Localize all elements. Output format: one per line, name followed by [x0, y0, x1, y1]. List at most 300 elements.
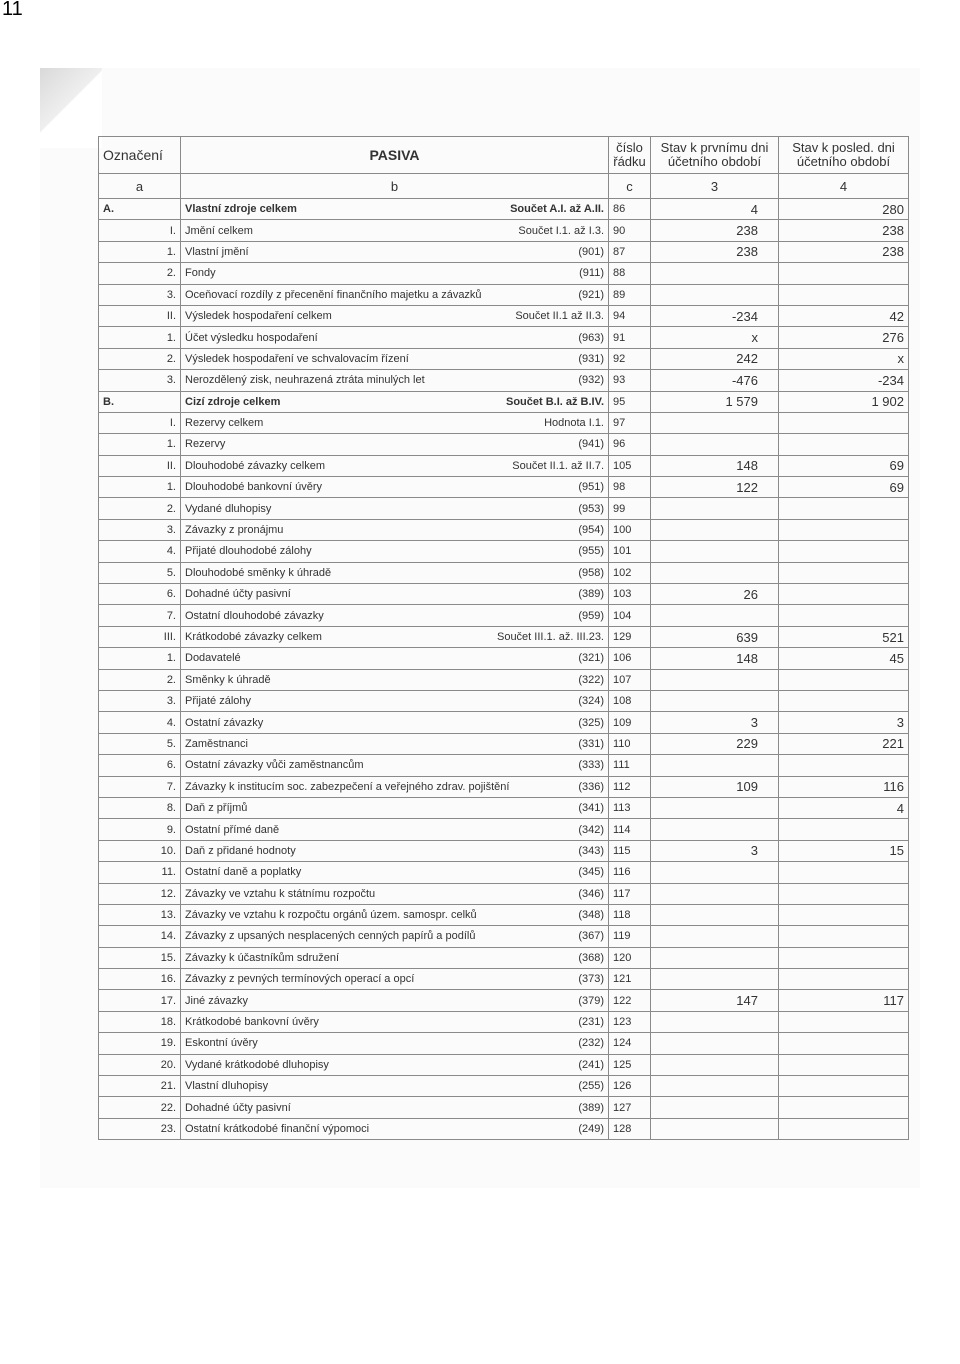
- value-first-day: [651, 263, 779, 284]
- row-description: [181, 477, 609, 498]
- row-description: [181, 1118, 609, 1139]
- row-label: Krátkodobé bankovní úvěry: [185, 1016, 319, 1029]
- row-label: Jmění celkem: [185, 224, 253, 237]
- row-mark: 1.: [99, 434, 181, 455]
- row-label: Výsledek hospodaření celkem: [185, 310, 332, 323]
- row-reference: (341): [578, 802, 604, 815]
- row-label: Ostatní závazky vůči zaměstnancům: [185, 759, 364, 772]
- row-number: 105: [609, 455, 651, 476]
- row-reference: (954): [578, 524, 604, 537]
- table-row: [99, 584, 909, 605]
- row-reference: (959): [578, 609, 604, 622]
- value-first-day: [651, 541, 779, 562]
- row-description: [181, 412, 609, 433]
- subheader-a: a: [99, 174, 181, 199]
- row-description: [181, 904, 609, 925]
- value-first-day: [651, 947, 779, 968]
- row-description: [181, 519, 609, 540]
- row-label: Rezervy: [185, 438, 226, 451]
- row-mark: 2.: [99, 263, 181, 284]
- row-label: Závazky k účastníkům sdružení: [185, 951, 340, 964]
- row-number: 86: [609, 199, 651, 220]
- row-label: Vydané dluhopisy: [185, 502, 272, 515]
- subheader-row: [99, 174, 909, 199]
- value-last-day: [779, 690, 909, 711]
- row-reference: (324): [578, 695, 604, 708]
- header-row: [99, 137, 909, 174]
- value-first-day: 3: [651, 712, 779, 733]
- row-description: [181, 969, 609, 990]
- row-description: [181, 305, 609, 326]
- row-description: [181, 990, 609, 1011]
- row-mark: 7.: [99, 776, 181, 797]
- row-number: 87: [609, 241, 651, 262]
- row-description: [181, 669, 609, 690]
- row-label: Přijaté dlouhodobé zálohy: [185, 545, 312, 558]
- row-mark: 10.: [99, 840, 181, 861]
- table-row: [99, 1118, 909, 1139]
- row-label: Nerozdělený zisk, neuhrazená ztráta minulých let: [185, 374, 425, 387]
- row-reference: (331): [578, 737, 604, 750]
- row-number: 124: [609, 1033, 651, 1054]
- row-label: Ostatní daně a poplatky: [185, 866, 302, 879]
- value-first-day: [651, 412, 779, 433]
- row-mark: 5.: [99, 562, 181, 583]
- row-reference: (921): [578, 288, 604, 301]
- row-number: 99: [609, 498, 651, 519]
- row-number: 109: [609, 712, 651, 733]
- row-description: [181, 199, 609, 220]
- row-reference: (953): [578, 502, 604, 515]
- row-description: [181, 626, 609, 647]
- row-label: Daň z příjmů: [185, 802, 248, 815]
- table-row: [99, 1076, 909, 1097]
- row-reference: (389): [578, 588, 604, 601]
- row-label: Ostatní krátkodobé finanční výpomoci: [185, 1122, 370, 1135]
- row-mark: 15.: [99, 947, 181, 968]
- row-label: Zaměstnanci: [185, 737, 248, 750]
- value-last-day: 45: [779, 648, 909, 669]
- table-row: [99, 648, 909, 669]
- table-row: [99, 327, 909, 348]
- row-number: 100: [609, 519, 651, 540]
- value-first-day: -234: [651, 305, 779, 326]
- value-last-day: [779, 263, 909, 284]
- row-mark: A.: [99, 199, 181, 220]
- value-last-day: 69: [779, 477, 909, 498]
- table-row: [99, 220, 909, 241]
- row-label: Vydané krátkodobé dluhopisy: [185, 1058, 329, 1071]
- row-label: Závazky ve vztahu k státnímu rozpočtu: [185, 887, 376, 900]
- value-first-day: [651, 797, 779, 818]
- row-number: 102: [609, 562, 651, 583]
- value-first-day: 147: [651, 990, 779, 1011]
- row-description: [181, 1076, 609, 1097]
- header-stav-prvni: Stav k prvnímu dni účetního období: [651, 137, 779, 174]
- row-mark: 6.: [99, 755, 181, 776]
- row-reference: Hodnota I.1.: [544, 417, 604, 430]
- value-last-day: 116: [779, 776, 909, 797]
- row-description: [181, 348, 609, 369]
- row-mark: 3.: [99, 519, 181, 540]
- value-first-day: 1 579: [651, 391, 779, 412]
- row-reference: (367): [578, 930, 604, 943]
- value-first-day: 4: [651, 199, 779, 220]
- table-row: [99, 904, 909, 925]
- row-description: [181, 562, 609, 583]
- row-label: Cizí zdroje celkem: [185, 395, 281, 408]
- row-number: 89: [609, 284, 651, 305]
- value-first-day: 242: [651, 348, 779, 369]
- row-number: 90: [609, 220, 651, 241]
- value-first-day: -476: [651, 370, 779, 391]
- row-reference: (373): [578, 973, 604, 986]
- value-first-day: [651, 1076, 779, 1097]
- row-number: 108: [609, 690, 651, 711]
- row-mark: 4.: [99, 712, 181, 733]
- table-row: [99, 862, 909, 883]
- row-number: 129: [609, 626, 651, 647]
- subheader-b: b: [181, 174, 609, 199]
- row-reference: (901): [578, 245, 604, 258]
- table-row: [99, 883, 909, 904]
- row-reference: (963): [578, 331, 604, 344]
- row-number: 125: [609, 1054, 651, 1075]
- row-reference: (336): [578, 780, 604, 793]
- row-description: [181, 584, 609, 605]
- row-description: [181, 776, 609, 797]
- row-label: Výsledek hospodaření ve schvalovacím řízení: [185, 352, 409, 365]
- row-label: Závazky z pevných termínových operací a opcí: [185, 973, 415, 986]
- row-number: 92: [609, 348, 651, 369]
- subheader-4: 4: [779, 174, 909, 199]
- row-mark: 12.: [99, 883, 181, 904]
- value-first-day: [651, 284, 779, 305]
- row-reference: (951): [578, 481, 604, 494]
- value-last-day: [779, 1033, 909, 1054]
- table-row: [99, 926, 909, 947]
- value-last-day: [779, 883, 909, 904]
- row-number: 113: [609, 797, 651, 818]
- row-number: 119: [609, 926, 651, 947]
- row-reference: (941): [578, 438, 604, 451]
- row-mark: 8.: [99, 797, 181, 818]
- header-cislo-radku: číslo řádku: [609, 137, 651, 174]
- subheader-c: c: [609, 174, 651, 199]
- row-label: Vlastní zdroje celkem: [185, 203, 297, 216]
- row-reference: (345): [578, 866, 604, 879]
- table-row: [99, 605, 909, 626]
- row-label: Dodavatelé: [185, 652, 241, 665]
- table-row: [99, 541, 909, 562]
- row-label: Krátkodobé závazky celkem: [185, 631, 322, 643]
- value-first-day: 122: [651, 477, 779, 498]
- table-row: [99, 348, 909, 369]
- row-label: Závazky k institucím soc. zabezpečení a veřejného zdrav. pojištění: [185, 780, 510, 793]
- value-first-day: [651, 1054, 779, 1075]
- value-last-day: 4: [779, 797, 909, 818]
- row-reference: (955): [578, 545, 604, 558]
- row-number: 114: [609, 819, 651, 840]
- row-number: 97: [609, 412, 651, 433]
- value-last-day: 238: [779, 241, 909, 262]
- value-first-day: [651, 755, 779, 776]
- row-description: [181, 241, 609, 262]
- row-number: 116: [609, 862, 651, 883]
- row-number: 127: [609, 1097, 651, 1118]
- row-mark: 2.: [99, 498, 181, 519]
- table-row: [99, 434, 909, 455]
- row-description: [181, 797, 609, 818]
- row-label: Přijaté zálohy: [185, 695, 252, 708]
- row-number: 111: [609, 755, 651, 776]
- table-row: [99, 733, 909, 754]
- row-number: 96: [609, 434, 651, 455]
- row-mark: 3.: [99, 370, 181, 391]
- value-last-day: [779, 1118, 909, 1139]
- row-description: [181, 733, 609, 754]
- value-first-day: 238: [651, 241, 779, 262]
- row-mark: 1.: [99, 648, 181, 669]
- row-description: [181, 284, 609, 305]
- value-first-day: [651, 434, 779, 455]
- table-row: [99, 969, 909, 990]
- row-reference: (241): [578, 1058, 604, 1071]
- value-first-day: [651, 562, 779, 583]
- row-number: 91: [609, 327, 651, 348]
- row-mark: 7.: [99, 605, 181, 626]
- value-first-day: [651, 904, 779, 925]
- value-first-day: [651, 819, 779, 840]
- row-description: [181, 220, 609, 241]
- row-label: Závazky ve vztahu k rozpočtu orgánů územ. samospr. celků: [185, 909, 477, 922]
- row-label: Rezervy celkem: [185, 417, 264, 430]
- value-last-day: 3: [779, 712, 909, 733]
- row-mark: II.: [99, 305, 181, 326]
- row-label: Závazky z upsaných nesplacených cenných papírů a podílů: [185, 930, 476, 943]
- row-description: [181, 541, 609, 562]
- table-row: [99, 669, 909, 690]
- row-reference: Součet I.1. až I.3.: [518, 224, 604, 237]
- row-reference: (348): [578, 909, 604, 922]
- row-description: [181, 840, 609, 861]
- row-number: 123: [609, 1011, 651, 1032]
- row-label: Dlouhodobé závazky celkem: [185, 459, 326, 472]
- table-row: [99, 1097, 909, 1118]
- row-mark: 16.: [99, 969, 181, 990]
- table-row: [99, 776, 909, 797]
- row-mark: B.: [99, 391, 181, 412]
- value-last-day: [779, 562, 909, 583]
- value-first-day: 26: [651, 584, 779, 605]
- row-mark: 6.: [99, 584, 181, 605]
- row-reference: (932): [578, 374, 604, 387]
- row-reference: (911): [579, 267, 604, 280]
- table-row: [99, 455, 909, 476]
- row-label: Vlastní dluhopisy: [185, 1080, 269, 1093]
- row-description: [181, 391, 609, 412]
- table-row: [99, 199, 909, 220]
- value-last-day: -234: [779, 370, 909, 391]
- row-number: 128: [609, 1118, 651, 1139]
- row-reference: (368): [578, 951, 604, 964]
- row-description: [181, 1097, 609, 1118]
- value-last-day: 42: [779, 305, 909, 326]
- table-row: [99, 241, 909, 262]
- row-number: 94: [609, 305, 651, 326]
- row-reference: Součet II.1. až II.7.: [512, 459, 604, 472]
- row-description: [181, 1033, 609, 1054]
- row-mark: 19.: [99, 1033, 181, 1054]
- row-number: 107: [609, 669, 651, 690]
- row-number: 95: [609, 391, 651, 412]
- value-first-day: [651, 690, 779, 711]
- row-description: [181, 712, 609, 733]
- row-description: [181, 690, 609, 711]
- value-last-day: [779, 284, 909, 305]
- table-row: [99, 1033, 909, 1054]
- row-reference: (325): [578, 716, 604, 729]
- row-number: 104: [609, 605, 651, 626]
- row-mark: 20.: [99, 1054, 181, 1075]
- row-reference: Součet III.1. až. III.23.: [496, 631, 604, 643]
- table-row: [99, 947, 909, 968]
- value-last-day: [779, 862, 909, 883]
- value-first-day: [651, 1011, 779, 1032]
- row-label: Závazky z pronájmu: [185, 524, 284, 537]
- value-first-day: [651, 862, 779, 883]
- row-reference: (342): [578, 823, 604, 836]
- row-number: 93: [609, 370, 651, 391]
- row-mark: 5.: [99, 733, 181, 754]
- value-first-day: [651, 1097, 779, 1118]
- row-reference: (232): [578, 1037, 604, 1050]
- header-stav-posled: Stav k posled. dni účetního období: [779, 137, 909, 174]
- row-reference: (343): [578, 844, 604, 857]
- row-description: [181, 605, 609, 626]
- row-label: Eskontní úvěry: [185, 1037, 258, 1050]
- table-row: [99, 562, 909, 583]
- row-number: 106: [609, 648, 651, 669]
- row-mark: 1.: [99, 241, 181, 262]
- row-description: [181, 883, 609, 904]
- value-last-day: [779, 434, 909, 455]
- row-reference: (931): [578, 352, 604, 365]
- row-mark: 9.: [99, 819, 181, 840]
- value-first-day: [651, 519, 779, 540]
- row-reference: (346): [578, 887, 604, 900]
- row-description: [181, 327, 609, 348]
- row-label: Dohadné účty pasivní: [185, 1101, 291, 1114]
- row-label: Oceňovací rozdíly z přecenění finančního majetku a závazků: [185, 288, 482, 301]
- value-first-day: [651, 926, 779, 947]
- value-last-day: [779, 969, 909, 990]
- row-mark: II.: [99, 455, 181, 476]
- row-mark: 22.: [99, 1097, 181, 1118]
- value-last-day: 69: [779, 455, 909, 476]
- table-row: [99, 498, 909, 519]
- value-last-day: 280: [779, 199, 909, 220]
- value-last-day: [779, 669, 909, 690]
- value-first-day: [651, 969, 779, 990]
- row-description: [181, 263, 609, 284]
- row-label: Dlouhodobé směnky k úhradě: [185, 566, 332, 579]
- row-number: 122: [609, 990, 651, 1011]
- table-row: [99, 284, 909, 305]
- row-description: [181, 1011, 609, 1032]
- row-reference: Součet B.I. až B.IV.: [505, 395, 604, 408]
- table-row: [99, 263, 909, 284]
- row-label: Ostatní přímé daně: [185, 823, 280, 836]
- value-last-day: 1 902: [779, 391, 909, 412]
- table-row: [99, 712, 909, 733]
- table-row: [99, 1054, 909, 1075]
- value-last-day: 221: [779, 733, 909, 754]
- value-last-day: [779, 1097, 909, 1118]
- page-fold-corner: [40, 68, 102, 148]
- value-last-day: 521: [779, 626, 909, 647]
- value-first-day: x: [651, 327, 779, 348]
- value-last-day: [779, 605, 909, 626]
- row-mark: 21.: [99, 1076, 181, 1097]
- row-mark: 1.: [99, 327, 181, 348]
- table-row: [99, 755, 909, 776]
- row-number: 118: [609, 904, 651, 925]
- table-row: [99, 412, 909, 433]
- table-row: [99, 519, 909, 540]
- value-first-day: 238: [651, 220, 779, 241]
- value-last-day: [779, 926, 909, 947]
- value-last-day: [779, 1054, 909, 1075]
- row-reference: (249): [578, 1122, 604, 1135]
- row-description: [181, 648, 609, 669]
- value-last-day: [779, 755, 909, 776]
- table-row: [99, 819, 909, 840]
- row-reference: (231): [578, 1016, 604, 1029]
- row-reference: (255): [578, 1080, 604, 1093]
- row-mark: I.: [99, 220, 181, 241]
- value-last-day: [779, 1011, 909, 1032]
- row-description: [181, 755, 609, 776]
- value-last-day: 238: [779, 220, 909, 241]
- row-label: Ostatní dlouhodobé závazky: [185, 609, 324, 622]
- value-last-day: x: [779, 348, 909, 369]
- row-number: 115: [609, 840, 651, 861]
- value-last-day: [779, 541, 909, 562]
- row-mark: 11.: [99, 862, 181, 883]
- value-first-day: [651, 669, 779, 690]
- row-reference: Součet A.I. až A.II.: [510, 203, 604, 216]
- row-mark: I.: [99, 412, 181, 433]
- row-label: Dlouhodobé bankovní úvěry: [185, 481, 322, 494]
- row-description: [181, 926, 609, 947]
- row-label: Dohadné účty pasivní: [185, 588, 291, 601]
- value-first-day: [651, 883, 779, 904]
- value-last-day: 276: [779, 327, 909, 348]
- row-label: Ostatní závazky: [185, 716, 264, 729]
- value-first-day: [651, 498, 779, 519]
- row-description: [181, 370, 609, 391]
- row-mark: 13.: [99, 904, 181, 925]
- table-row: [99, 840, 909, 861]
- value-first-day: [651, 1033, 779, 1054]
- value-last-day: [779, 1076, 909, 1097]
- row-mark: 4.: [99, 541, 181, 562]
- table-row: [99, 690, 909, 711]
- row-description: [181, 498, 609, 519]
- subheader-3: 3: [651, 174, 779, 199]
- row-reference: (379): [578, 994, 604, 1007]
